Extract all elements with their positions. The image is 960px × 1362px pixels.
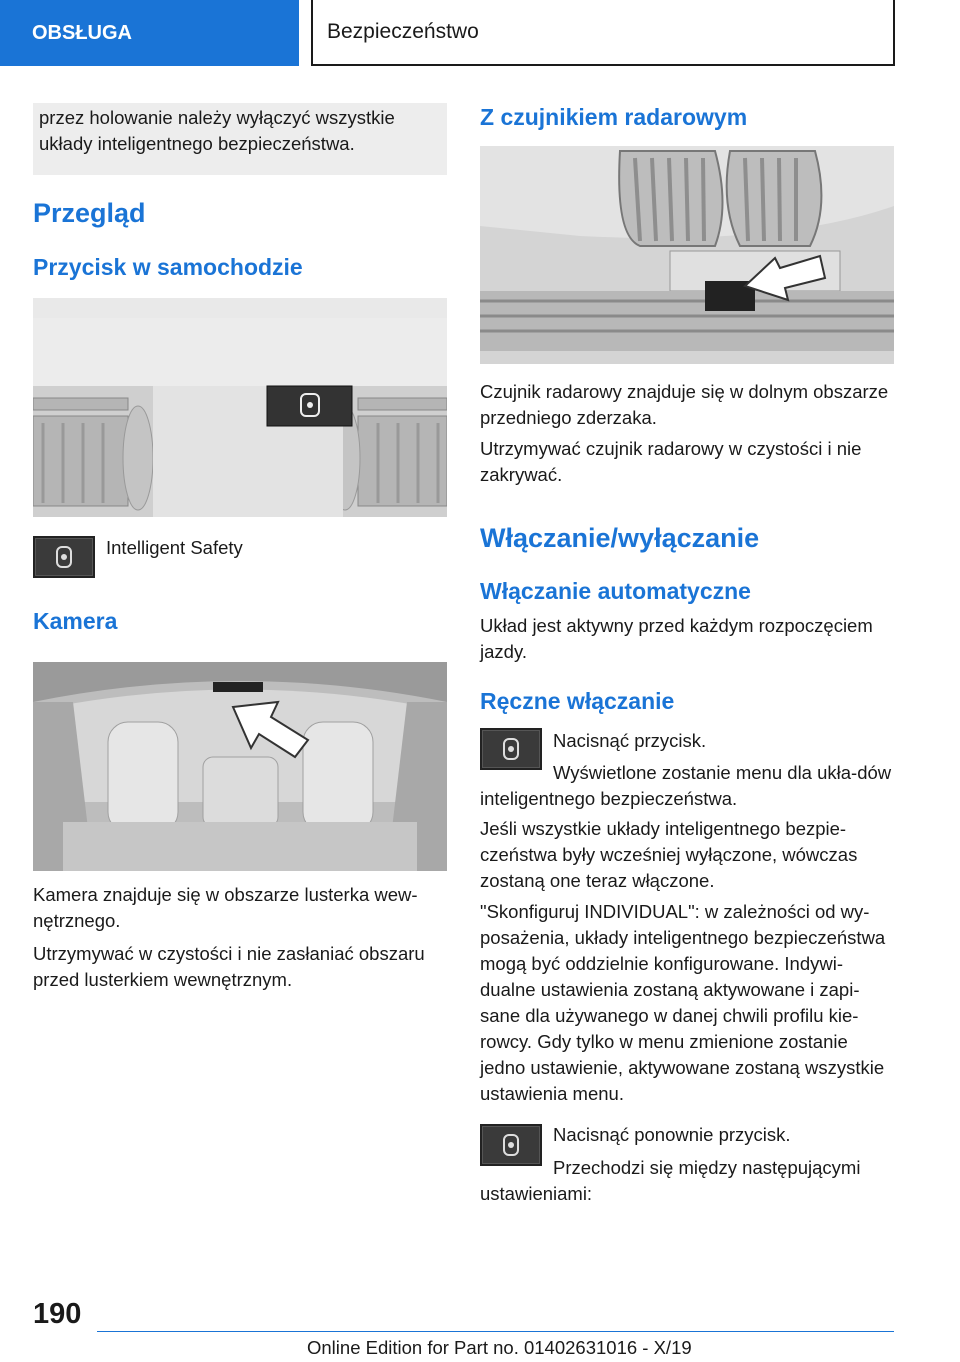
button-label: Intelligent Safety — [106, 537, 243, 558]
page-number: 190 — [33, 1298, 82, 1330]
intelligent-safety-button-icon — [33, 536, 95, 578]
heading-radar: Z czujnikiem radarowym — [480, 104, 748, 130]
heading-button-in-car: Przycisk w samochodzie — [33, 254, 303, 280]
again-step-2 — [480, 1155, 894, 1207]
again-step-2-text: Przechodzi się między następującymi ustawieniami: — [480, 1157, 861, 1204]
section-tab: OBSŁUGA — [0, 0, 299, 66]
radar-sensor-figure — [480, 146, 894, 364]
again-step-1: Nacisnąć ponownie przycisk. — [553, 1124, 791, 1145]
button-in-car-figure — [33, 298, 447, 517]
chapter-title: Bezpieczeństwo — [311, 0, 895, 66]
heading-manual-on: Ręczne włączanie — [480, 688, 675, 714]
camera-figure — [33, 662, 447, 871]
auto-on-text: Układ jest aktywny przed każdym rozpoczęciem jazdy. — [480, 615, 873, 662]
heading-on-off: Włączanie/wyłączanie — [480, 523, 760, 553]
radar-instruction: Utrzymywać czujnik radarowy w czystości i nie zakrywać. — [480, 438, 862, 485]
manual-step-2-text: Wyświetlone zostanie menu dla ukła-dów inteligentnego bezpieczeństwa. — [480, 762, 892, 809]
heading-auto-on: Włączanie automatyczne — [480, 578, 751, 604]
manual-paragraph-3: Jeśli wszystkie układy inteligentnego bezpie-czeństwa były wcześniej wyłączone, wówczas zostaną one teraz włączone. — [480, 818, 858, 891]
radar-description: Czujnik radarowy znajduje się w dolnym obszarze przedniego zderzaka. — [480, 381, 889, 428]
manual-step-2 — [480, 760, 894, 812]
footer-divider — [97, 1331, 894, 1332]
manual-paragraph-4: "Skonfiguruj INDIVIDUAL": w zależności od wy-posażenia, układy inteligentnego bezpieczeństwa mogą być oddzielnie konfigurowane. Indywi-dualne ustawienia zostaną aktywowane i zapi-sane dla używanego w danej chwili profilu kie-rowcy. Gdy tylko w menu zmienione zostanie jedno ustawienie, aktywowane zostaną wszystkie ustawienia menu. — [480, 901, 886, 1104]
heading-overview: Przegląd — [33, 198, 146, 228]
camera-instruction: Utrzymywać w czystości i nie zasłaniać obszaru przed lusterkiem wewnętrznym. — [33, 943, 425, 990]
manual-step-1: Nacisnąć przycisk. — [553, 730, 707, 751]
camera-description: Kamera znajduje się w obszarze lusterka wew-nętrznego. — [33, 884, 418, 931]
note-box — [33, 103, 447, 175]
note-text: przez holowanie należy wyłączyć wszystkie układy inteligentnego bezpieczeństwa. — [39, 107, 395, 154]
footer-edition: Online Edition for Part no. 01402631016 - X/19 — [307, 1337, 692, 1358]
heading-camera: Kamera — [33, 608, 118, 634]
